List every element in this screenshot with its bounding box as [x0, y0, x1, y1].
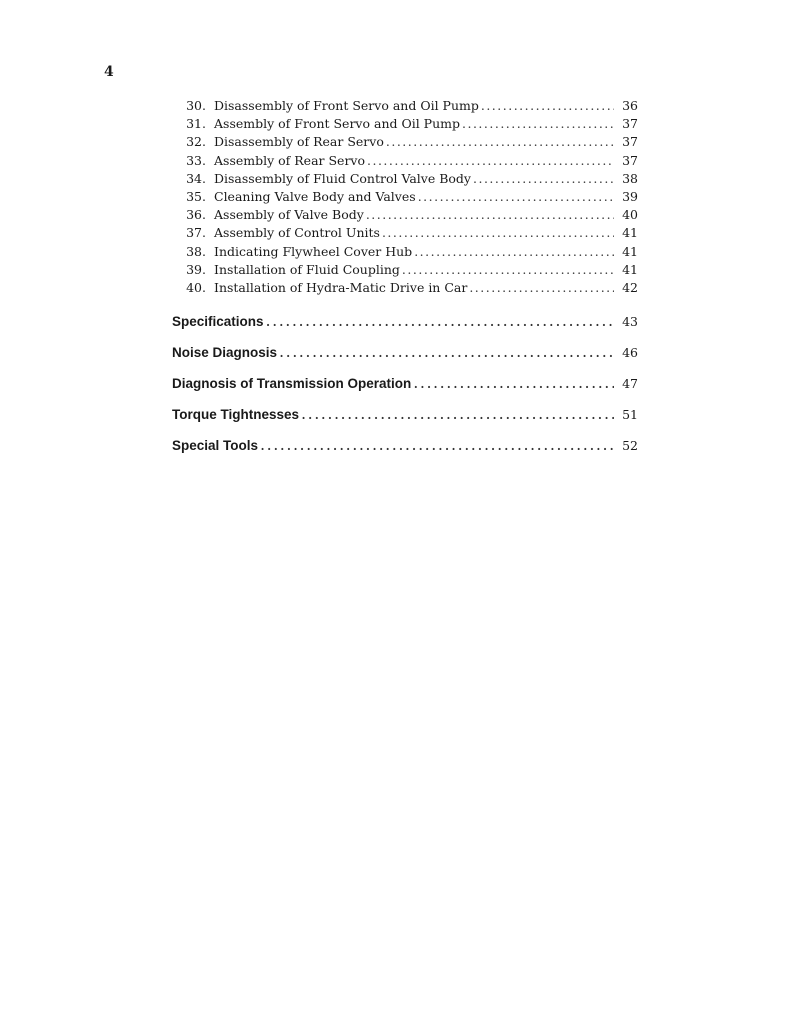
dot-leader	[279, 342, 614, 361]
toc-section-title: Specifications	[172, 314, 264, 329]
toc-entry-number: 32.	[186, 134, 206, 150]
dot-leader	[473, 171, 614, 186]
dot-leader	[266, 311, 614, 330]
toc-entry-page: 37	[622, 152, 638, 168]
toc-entry-page: 40	[622, 207, 638, 223]
dot-leader	[402, 262, 614, 277]
toc-section-page: 47	[622, 376, 638, 391]
toc-entry-page: 36	[622, 98, 638, 113]
toc-entry	[172, 153, 638, 171]
toc-entry-title: Installation of Hydra-Matic Drive in Car	[214, 279, 468, 295]
toc-entry-number: 33.	[186, 152, 206, 168]
toc-entry-page: 41	[622, 243, 638, 259]
toc-entry-number: 35.	[186, 188, 206, 204]
toc-entry-page: 37	[622, 134, 638, 150]
page-number: 4	[104, 64, 114, 80]
toc-entry-title: Assembly of Rear Servo	[214, 152, 366, 168]
toc-entry	[172, 171, 638, 189]
dot-leader	[301, 404, 614, 423]
toc-entry	[172, 207, 638, 225]
toc-entry-title: Cleaning Valve Body and Valves	[214, 188, 416, 204]
toc-entry	[172, 134, 638, 152]
dot-leader	[469, 280, 614, 295]
toc-section-title: Torque Tightnesses	[172, 407, 300, 422]
dot-leader	[413, 373, 614, 392]
toc-entry-number: 39.	[186, 261, 206, 277]
toc-section-entry	[172, 342, 638, 373]
toc-section-entry	[172, 435, 638, 466]
toc-entry-number: 40.	[186, 279, 206, 295]
toc-section-entry	[172, 404, 638, 435]
toc-entry-title: Indicating Flywheel Cover Hub	[214, 243, 413, 259]
toc-section-page: 52	[622, 438, 638, 453]
toc-entry-title: Assembly of Valve Body	[214, 207, 364, 223]
toc-section-entry	[172, 311, 638, 342]
dot-leader	[462, 116, 614, 131]
toc-entry-title: Disassembly of Fluid Control Valve Body	[214, 170, 471, 186]
dot-leader	[260, 435, 614, 454]
toc-entry-title: Installation of Fluid Coupling	[214, 261, 400, 277]
toc-entry-page: 39	[622, 188, 638, 204]
toc-entry	[172, 262, 638, 280]
dot-leader	[418, 189, 614, 204]
toc-entry-page: 42	[622, 279, 638, 295]
toc-entry	[172, 116, 638, 134]
toc-entry-number: 37.	[186, 225, 206, 241]
toc-entry-number: 36.	[186, 207, 206, 223]
toc-entry-title: Disassembly of Front Servo and Oil Pump	[214, 98, 479, 113]
toc-entry-title: Disassembly of Rear Servo	[214, 134, 384, 150]
toc-entry-number: 31.	[186, 116, 206, 132]
toc-section-title: Noise Diagnosis	[172, 345, 278, 360]
toc-entry	[172, 98, 638, 116]
toc-entry-title: Assembly of Control Units	[214, 225, 380, 241]
toc-section-title: Diagnosis of Transmission Operation	[172, 376, 412, 391]
toc-section-title: Special Tools	[172, 438, 259, 453]
toc-numbered-list	[172, 98, 638, 298]
toc-entry-number: 30.	[186, 98, 206, 113]
toc-section-entry	[172, 373, 638, 404]
toc-entry-number: 38.	[186, 243, 206, 259]
dot-leader	[414, 244, 614, 259]
toc-section-page: 43	[622, 314, 638, 329]
dot-leader	[382, 225, 614, 240]
dot-leader	[367, 153, 614, 168]
toc-section-page: 51	[622, 407, 638, 422]
toc-entry	[172, 225, 638, 243]
toc-entry-number: 34.	[186, 170, 206, 186]
toc-section-list	[172, 311, 638, 466]
dot-leader	[481, 98, 614, 113]
toc-entry	[172, 189, 638, 207]
toc-entry	[172, 280, 638, 298]
toc-entry-page: 41	[622, 261, 638, 277]
toc-entry-title: Assembly of Front Servo and Oil Pump	[214, 116, 460, 132]
toc-entry-page: 38	[622, 170, 638, 186]
toc-section-page: 46	[622, 345, 638, 360]
dot-leader	[386, 134, 614, 149]
toc-entry-page: 37	[622, 116, 638, 132]
dot-leader	[366, 207, 614, 222]
toc-entry-page: 41	[622, 225, 638, 241]
toc-entry	[172, 244, 638, 262]
